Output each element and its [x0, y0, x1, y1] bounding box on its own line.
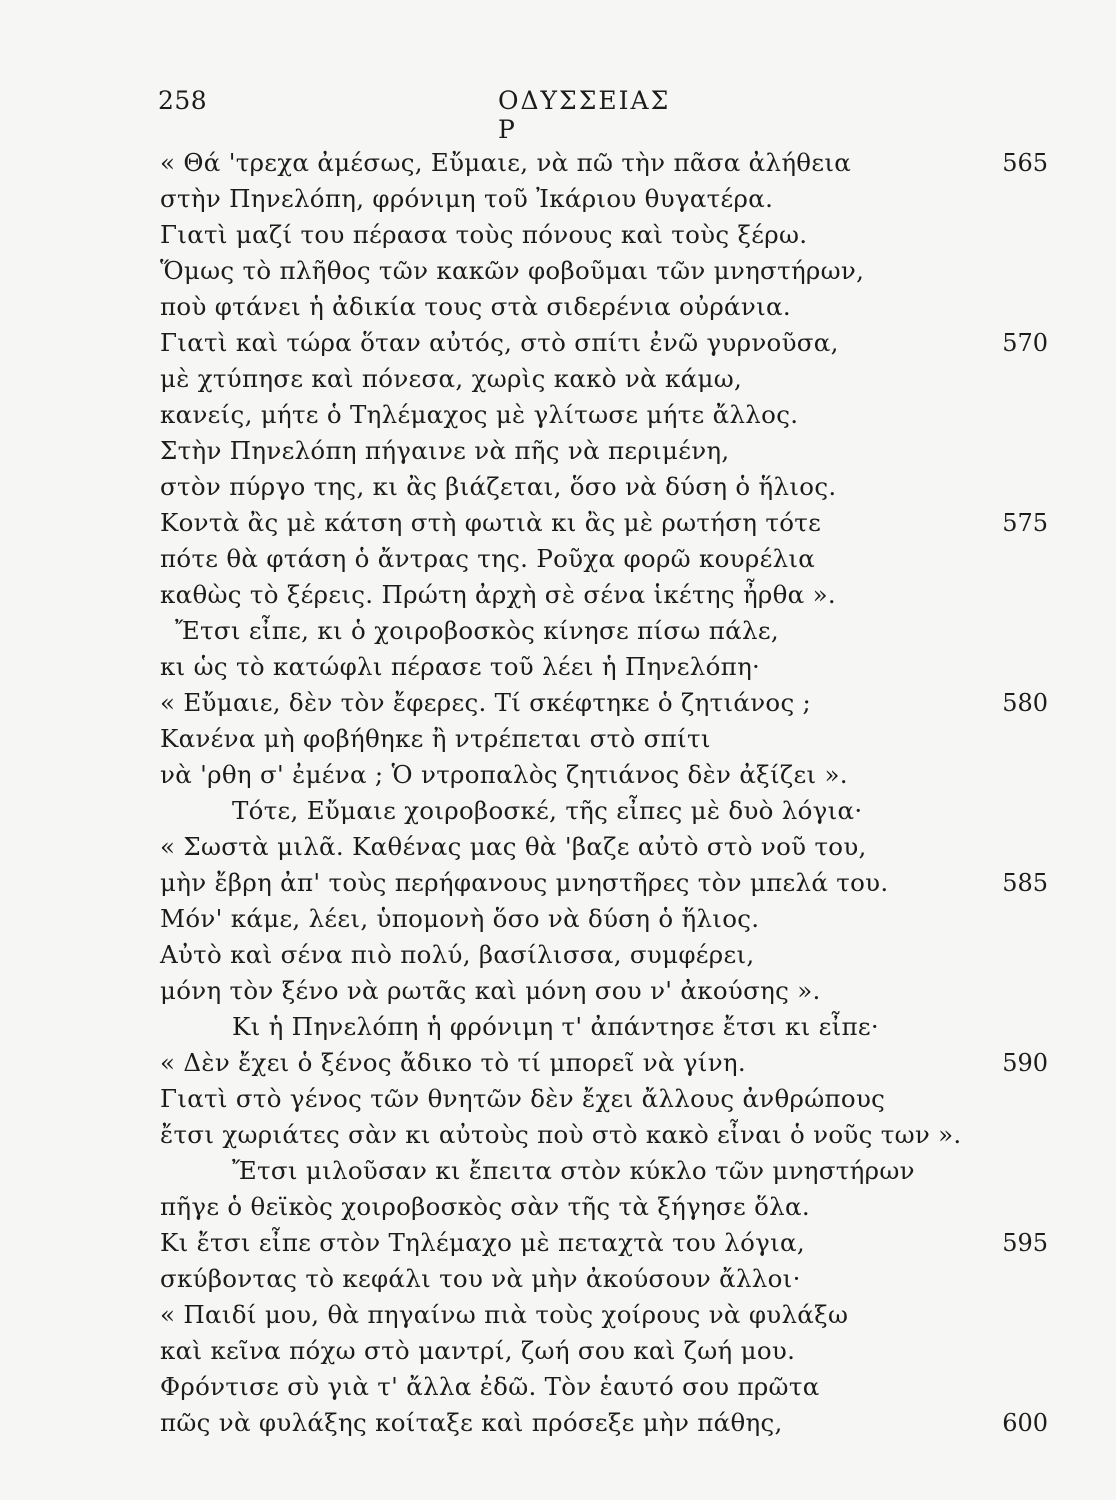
verse-line: Ὅμως τὸ πλῆθος τῶν κακῶν φοβοῦμαι τῶν μνηστήρων, — [160, 256, 865, 285]
verse-line: Γιατὶ στὸ γένος τῶν θνητῶν δὲν ἔχει ἄλλους ἀνθρώπους — [160, 1084, 886, 1113]
line-number: 595 — [1002, 1229, 1048, 1257]
verse-line: νὰ 'ρθη σ' ἐμένα ; Ὁ ντροπαλὸς ζητιάνος δὲν ἀξίζει ». — [160, 760, 848, 789]
line-number: 580 — [1002, 689, 1048, 717]
verse-line: Ἔτσι εἶπε, κι ὁ χοιροβοσκὸς κίνησε πίσω πάλε, — [175, 616, 779, 645]
verse-line: Ἔτσι μιλοῦσαν κι ἔπειτα στὸν κύκλο τῶν μνηστήρων — [232, 1156, 915, 1185]
line-number: 590 — [1002, 1049, 1048, 1077]
verse-line: μόνη τὸν ξένο νὰ ρωτᾶς καὶ μόνη σου ν' ἀκούσης ». — [160, 976, 821, 1005]
verse-line: κανείς, μήτε ὁ Τηλέμαχος μὲ γλίτωσε μήτε ἄλλος. — [160, 400, 799, 429]
verse-line: πῆγε ὁ θεϊκὸς χοιροβοσκὸς σὰν τῆς τὰ ξήγησε ὅλα. — [160, 1192, 810, 1221]
verse-line: Γιατὶ μαζί του πέρασα τοὺς πόνους καὶ τοὺς ξέρω. — [160, 220, 808, 249]
verse-line: καὶ κεῖνα πόχω στὸ μαντρί, ζωή σου καὶ ζωή μου. — [160, 1336, 796, 1365]
verse-line: « Θά 'τρεχα ἀμέσως, Εὔμαιε, νὰ πῶ τὴν πᾶσα ἀλήθεια — [160, 148, 852, 177]
line-number: 585 — [1002, 869, 1048, 897]
verse-line: « Σωστὰ μιλᾶ. Καθένας μας θὰ 'βαζε αὐτὸ στὸ νοῦ του, — [160, 832, 867, 861]
verse-line: πότε θὰ φτάση ὁ ἄντρας της. Ροῦχα φορῶ κουρέλια — [160, 544, 816, 573]
verse-line: ἔτσι χωριάτες σὰν κι αὐτοὺς ποὺ στὸ κακὸ εἶναι ὁ νοῦς των ». — [160, 1120, 962, 1149]
verse-line: στὴν Πηνελόπη, φρόνιμη τοῦ Ἰκάριου θυγατέρα. — [160, 184, 774, 213]
page-number: 258 — [158, 86, 208, 115]
line-number: 600 — [1002, 1409, 1048, 1437]
verse-line: Γιατὶ καὶ τώρα ὅταν αὐτός, στὸ σπίτι ἐνῶ γυρνοῦσα, — [160, 328, 839, 357]
verse-line: Κοντὰ ἂς μὲ κάτση στὴ φωτιὰ κι ἂς μὲ ρωτήση τότε — [160, 508, 822, 537]
verse-line: μὲ χτύπησε καὶ πόνεσα, χωρὶς κακὸ νὰ κάμω, — [160, 364, 743, 393]
line-number: 575 — [1002, 509, 1048, 537]
verse-line: Κι ἔτσι εἶπε στὸν Τηλέμαχο μὲ πεταχτὰ του λόγια, — [160, 1228, 805, 1257]
verse-line: Κι ἡ Πηνελόπη ἡ φρόνιμη τ' ἀπάντησε ἔτσι κι εἶπε· — [232, 1012, 880, 1041]
verse-line: σκύβοντας τὸ κεφάλι του νὰ μὴν ἀκούσουν ἄλλοι· — [160, 1264, 801, 1293]
verse-line: ποὺ φτάνει ἡ ἀδικία τους στὰ σιδερένια οὐράνια. — [160, 292, 791, 321]
verse-line: στὸν πύργο της, κι ἂς βιάζεται, ὅσο νὰ δύση ὁ ἥλιος. — [160, 472, 837, 501]
verse-line: « Εὔμαιε, δὲν τὸν ἔφερες. Τί σκέφτηκε ὁ ζητιάνος ; — [160, 688, 812, 717]
verse-line: « Δὲν ἔχει ὁ ξένος ἄδικο τὸ τί μπορεῖ νὰ γίνη. — [160, 1048, 746, 1077]
line-number: 570 — [1002, 329, 1048, 357]
verse-line: Αὐτὸ καὶ σένα πιὸ πολύ, βασίλισσα, συμφέρει, — [160, 940, 755, 969]
verse-line: πῶς νὰ φυλάξης κοίταξε καὶ πρόσεξε μὴν πάθης, — [160, 1408, 783, 1437]
verse-line: Κανένα μὴ φοβήθηκε ἢ ντρέπεται στὸ σπίτι — [160, 724, 711, 753]
book-title: ΟΔΥΣΣΕΙΑΣ Ρ — [498, 86, 671, 144]
verse-line: Μόν' κάμε, λέει, ὑπομονὴ ὅσο νὰ δύση ὁ ἥλιος. — [160, 904, 760, 933]
verse-line: Στὴν Πηνελόπη πήγαινε νὰ πῆς νὰ περιμένη, — [160, 436, 730, 465]
verse-line: Φρόντισε σὺ γιὰ τ' ἄλλα ἐδῶ. Τὸν ἑαυτό σου πρῶτα — [160, 1372, 820, 1401]
verse-line: « Παιδί μου, θὰ πηγαίνω πιὰ τοὺς χοίρους νὰ φυλάξω — [160, 1300, 849, 1329]
verse-line: κι ὡς τὸ κατώφλι πέρασε τοῦ λέει ἡ Πηνελόπη· — [160, 652, 761, 681]
verse-line: καθὼς τὸ ξέρεις. Πρώτη ἀρχὴ σὲ σένα ἱκέτης ἦρθα ». — [160, 580, 836, 609]
verse-line: μὴν ἔβρη ἀπ' τοὺς περήφανους μνηστῆρες τὸν μπελά του. — [160, 868, 889, 897]
verse-line: Τότε, Εὔμαιε χοιροβοσκέ, τῆς εἶπες μὲ δυὸ λόγια· — [232, 796, 863, 825]
line-number: 565 — [1002, 149, 1048, 177]
